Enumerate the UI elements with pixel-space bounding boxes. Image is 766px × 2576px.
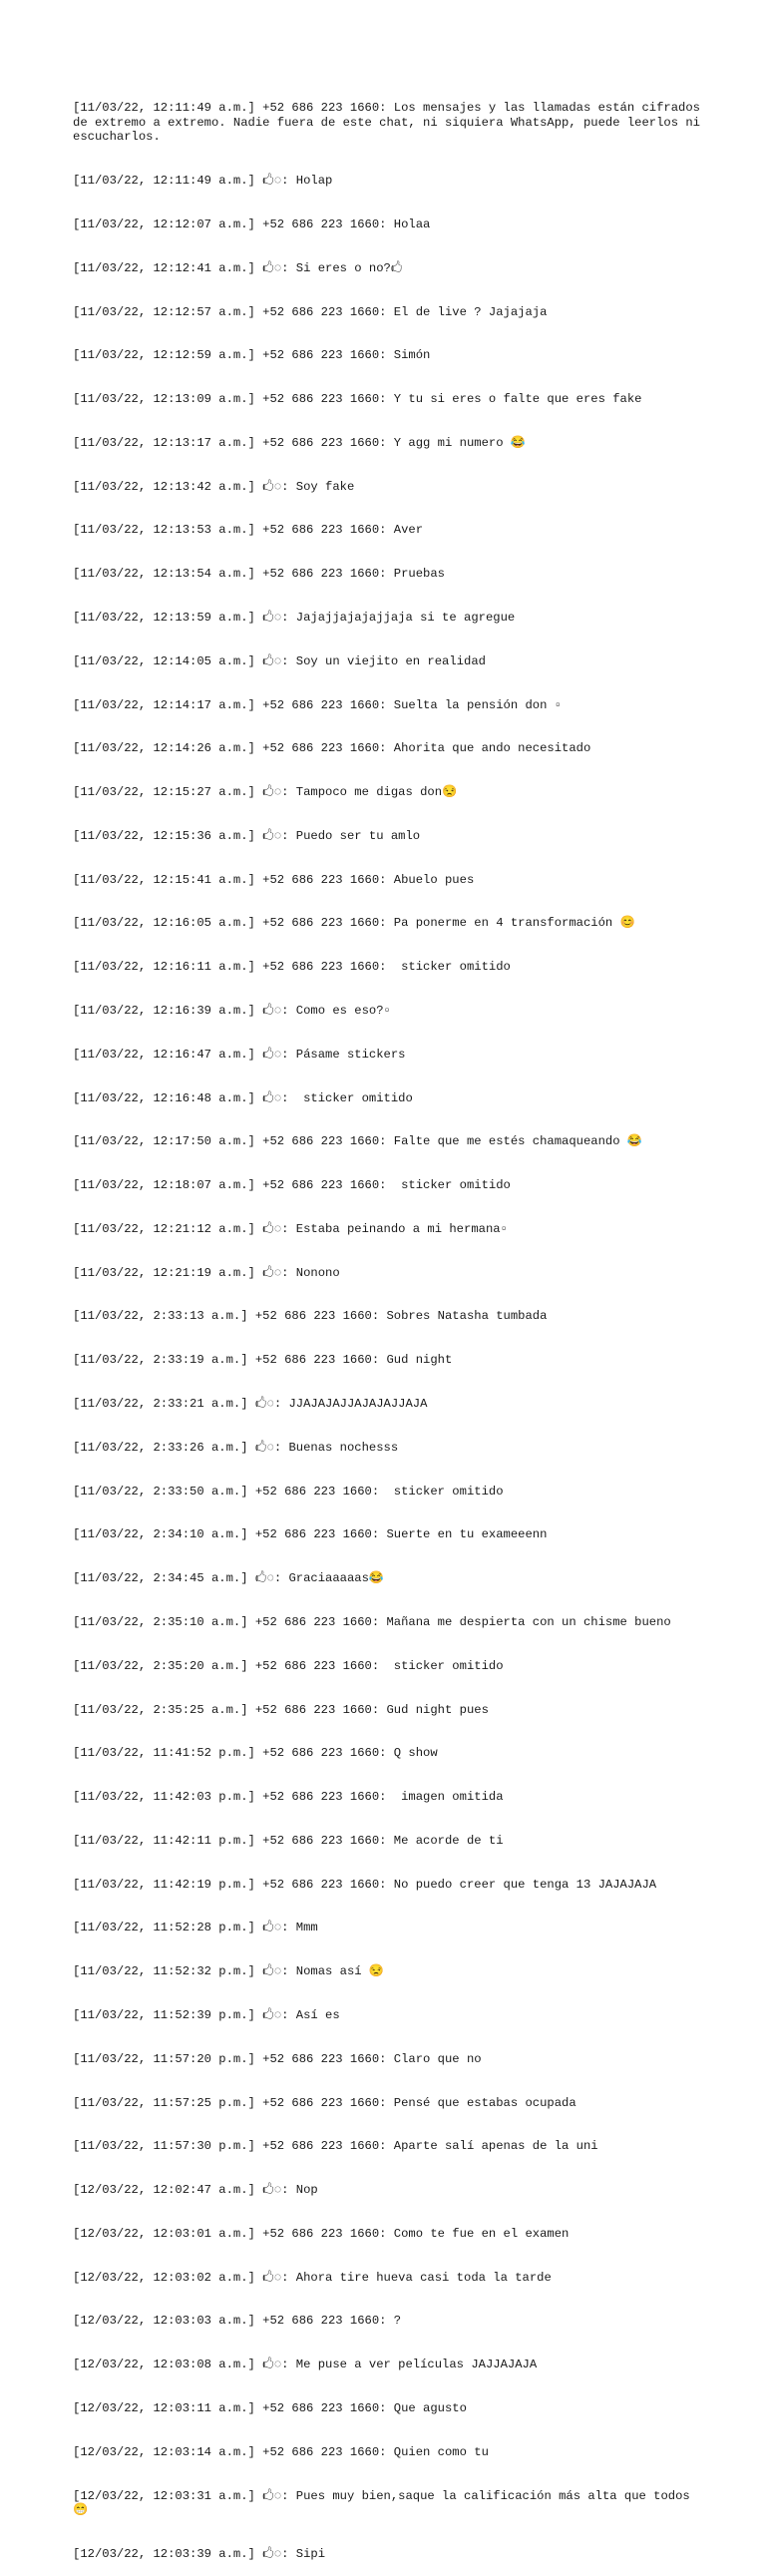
- message-line: [11/03/22, 12:13:09 a.m.] +52 686 223 1660: Y tu si eres o falte que eres fake: [73, 392, 642, 407]
- message-line: [11/03/22, 12:13:42 a.m.] 🖒◌: Soy fake: [73, 479, 355, 494]
- message-line: [12/03/22, 12:02:47 a.m.] 🖒◌: Nop: [73, 2183, 318, 2198]
- message-line: [11/03/22, 12:12:07 a.m.] +52 686 223 1660: Holaa: [73, 216, 431, 231]
- message-line: [11/03/22, 11:42:03 p.m.] +52 686 223 1660: imagen omitida: [73, 1790, 504, 1805]
- message-line: [11/03/22, 11:57:30 p.m.] +52 686 223 1660: Aparte salí apenas de la uni: [73, 2139, 598, 2154]
- message-line: [11/03/22, 12:18:07 a.m.] +52 686 223 1660: sticker omitido: [73, 1178, 511, 1193]
- message-line: [11/03/22, 12:16:48 a.m.] 🖒◌: sticker omitido: [73, 1090, 413, 1105]
- message-line: [12/03/22, 12:03:11 a.m.] +52 686 223 1660: Que agusto: [73, 2401, 467, 2415]
- message-line: [11/03/22, 12:17:50 a.m.] +52 686 223 1660: Falte que me estés chamaqueando 😂: [73, 1134, 643, 1149]
- message-line: [11/03/22, 12:12:57 a.m.] +52 686 223 1660: El de live ? Jajajaja: [73, 304, 548, 319]
- message-line: [11/03/22, 11:57:25 p.m.] +52 686 223 1660: Pensé que estabas ocupada: [73, 2095, 576, 2110]
- message-line: [11/03/22, 12:14:26 a.m.] +52 686 223 1660: Ahorita que ando necesitado: [73, 741, 591, 756]
- message-line: [11/03/22, 12:13:54 a.m.] +52 686 223 1660: Pruebas: [73, 567, 445, 582]
- message-line: [12/03/22, 12:03:01 a.m.] +52 686 223 1660: Como te fue en el examen: [73, 2226, 570, 2241]
- chat-transcript: [73, 72, 711, 2576]
- message-line: [11/03/22, 12:14:05 a.m.] 🖒◌: Soy un viejito en realidad: [73, 653, 486, 668]
- message-line: [11/03/22, 2:35:10 a.m.] +52 686 223 1660: Mañana me despierta con un chisme bueno: [73, 1614, 671, 1629]
- message-line: [11/03/22, 2:34:45 a.m.] 🖒◌: Graciaaaaas😂: [73, 1571, 385, 1586]
- message-line: [11/03/22, 2:33:26 a.m.] 🖒◌: Buenas nochesss: [73, 1440, 399, 1455]
- message-line: [11/03/22, 2:35:25 a.m.] +52 686 223 1660: Gud night pues: [73, 1702, 489, 1717]
- message-line: [11/03/22, 12:14:17 a.m.] +52 686 223 1660: Suelta la pensión don ▫: [73, 697, 563, 712]
- message-line: [11/03/22, 12:13:53 a.m.] +52 686 223 1660: Aver: [73, 523, 424, 538]
- message-line: [12/03/22, 12:03:14 a.m.] +52 686 223 1660: Quien como tu: [73, 2444, 489, 2459]
- message-line: [12/03/22, 12:03:08 a.m.] 🖒◌: Me puse a ver películas JAJJAJAJA: [73, 2358, 538, 2372]
- message-line: [11/03/22, 11:41:52 p.m.] +52 686 223 1660: Q show: [73, 1746, 438, 1761]
- message-line: [11/03/22, 12:12:41 a.m.] 🖒◌: Si eres o no?🖒: [73, 260, 403, 275]
- message-line: [12/03/22, 12:03:31 a.m.] 🖒◌: Pues muy bien,saque la calificación más alta que todos 😁: [73, 2488, 698, 2518]
- message-line: [11/03/22, 12:16:05 a.m.] +52 686 223 1660: Pa ponerme en 4 transformación 😊: [73, 916, 635, 931]
- message-line: [11/03/22, 12:15:27 a.m.] 🖒◌: Tampoco me digas don😒: [73, 785, 458, 800]
- message-line: [11/03/22, 12:13:59 a.m.] 🖒◌: Jajajjajajajjaja si te agregue: [73, 610, 516, 625]
- message-line: [11/03/22, 12:15:36 a.m.] 🖒◌: Puedo ser tu amlo: [73, 828, 421, 843]
- message-line: [11/03/22, 11:42:19 p.m.] +52 686 223 1660: No puedo creer que tenga 13 JAJAJAJA: [73, 1877, 657, 1892]
- message-line: [11/03/22, 11:57:20 p.m.] +52 686 223 1660: Claro que no: [73, 2051, 482, 2066]
- message-line: [11/03/22, 11:42:11 p.m.] +52 686 223 1660: Me acorde de ti: [73, 1833, 504, 1848]
- message-line: [12/03/22, 12:03:02 a.m.] 🖒◌: Ahora tire hueva casi toda la tarde: [73, 2270, 552, 2285]
- message-line: [11/03/22, 12:12:59 a.m.] +52 686 223 1660: Simón: [73, 348, 431, 363]
- message-line: [11/03/22, 11:52:28 p.m.] 🖒◌: Mmm: [73, 1921, 318, 1935]
- message-line: [11/03/22, 2:33:21 a.m.] 🖒◌: JJAJAJAJJAJAJAJJAJA: [73, 1397, 428, 1412]
- message-line: [11/03/22, 2:35:20 a.m.] +52 686 223 1660: sticker omitido: [73, 1658, 504, 1673]
- message-line: [11/03/22, 12:13:17 a.m.] +52 686 223 1660: Y agg mi numero 😂: [73, 435, 526, 450]
- message-line: [11/03/22, 2:34:10 a.m.] +52 686 223 1660: Suerte en tu exameeenn: [73, 1527, 548, 1542]
- message-line: [11/03/22, 2:33:13 a.m.] +52 686 223 1660: Sobres Natasha tumbada: [73, 1309, 548, 1324]
- message-line: [11/03/22, 2:33:19 a.m.] +52 686 223 1660: Gud night: [73, 1353, 453, 1368]
- message-line: [11/03/22, 12:21:19 a.m.] 🖒◌: Nonono: [73, 1265, 340, 1280]
- message-line: [11/03/22, 12:11:49 a.m.] 🖒◌: Holap: [73, 174, 333, 189]
- message-line: [11/03/22, 12:16:47 a.m.] 🖒◌: Pásame stickers: [73, 1047, 406, 1062]
- message-line: [11/03/22, 12:11:49 a.m.] +52 686 223 1660: Los mensajes y las llamadas están cifrados de extremo a extremo. Nadie fuera de este chat, ni siquiera WhatsApp, puede leerlos ni escucharlos.: [73, 101, 708, 145]
- message-line: [11/03/22, 12:15:41 a.m.] +52 686 223 1660: Abuelo pues: [73, 872, 475, 887]
- message-line: [11/03/22, 11:52:32 p.m.] 🖒◌: Nomas así 😒: [73, 1964, 385, 1979]
- message-line: [11/03/22, 11:52:39 p.m.] 🖒◌: Así es: [73, 2007, 340, 2022]
- message-line: [12/03/22, 12:03:39 a.m.] 🖒◌: Sipi: [73, 2546, 326, 2561]
- message-line: [11/03/22, 2:33:50 a.m.] +52 686 223 1660: sticker omitido: [73, 1484, 504, 1499]
- message-line: [12/03/22, 12:03:03 a.m.] +52 686 223 1660: ?: [73, 2314, 402, 2329]
- message-line: [11/03/22, 12:16:39 a.m.] 🖒◌: Como es eso?▫: [73, 1004, 391, 1018]
- message-line: [11/03/22, 12:21:12 a.m.] 🖒◌: Estaba peinando a mi hermana▫: [73, 1221, 508, 1236]
- message-line: [11/03/22, 12:16:11 a.m.] +52 686 223 1660: sticker omitido: [73, 960, 511, 975]
